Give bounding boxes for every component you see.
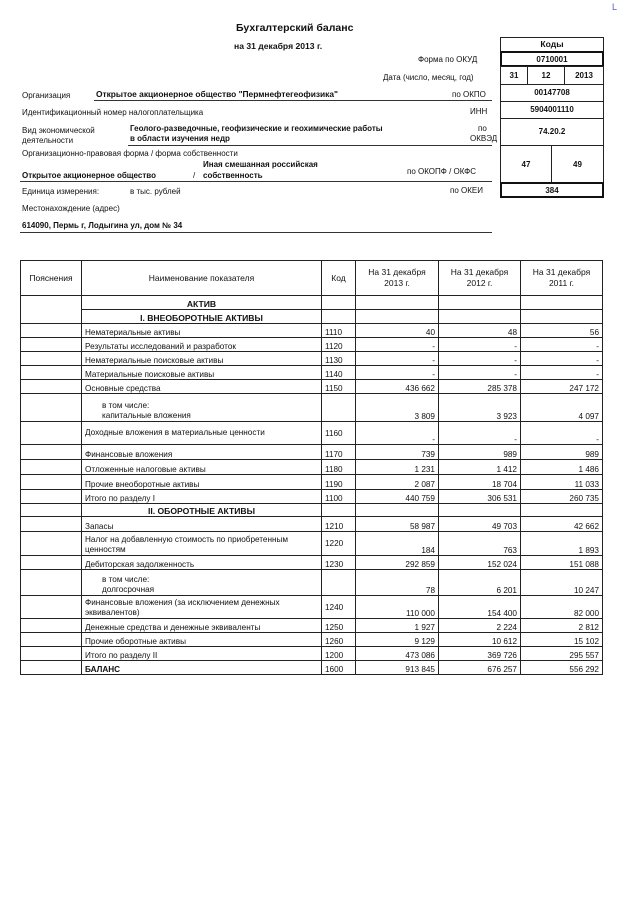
- asset-heading: АКТИВ: [82, 296, 322, 310]
- date-label: Дата (число, месяц, год): [383, 73, 474, 82]
- notes-cell: [21, 296, 82, 324]
- table-row: Итого по разделу I 1100 440 759 306 531 260 735: [21, 490, 603, 504]
- okud-code: 0710001: [500, 51, 604, 67]
- ownership-value-2: собственность: [203, 171, 263, 180]
- table-row: в том числе: капитальные вложения 3 809 3 923 4 097: [21, 394, 603, 422]
- codes-heading: Коды: [500, 37, 604, 52]
- org-label: Организация: [22, 91, 71, 100]
- legal-form-value: Открытое акционерное общество: [22, 171, 156, 180]
- section-2-heading: II. ОБОРОТНЫЕ АКТИВЫ: [82, 504, 322, 517]
- table-row: Денежные средства и денежные эквиваленты 1250 1 927 2 224 2 812: [21, 619, 603, 633]
- table-row-total: БАЛАНС 1600 913 845 676 257 556 292: [21, 661, 603, 675]
- table-row: Дебиторская задолженность 1230 292 859 152 024 151 088: [21, 556, 603, 570]
- table-row: Налог на добавленную стоимость по приобретенным ценностям 1220 184 763 1 893: [21, 532, 603, 556]
- address-underline: [20, 232, 492, 233]
- okved-label: по: [478, 124, 487, 133]
- unit-value: в тыс. рублей: [130, 187, 181, 196]
- table-row: в том числе: долгосрочная 78 6 201 10 247: [21, 570, 603, 596]
- date-day: 31: [500, 66, 528, 85]
- table-row: Отложенные налоговые активы 1180 1 231 1 412 1 486: [21, 460, 603, 475]
- unit-label: Единица измерения:: [22, 187, 100, 196]
- balance-table: [20, 260, 603, 675]
- header-2011: На 31 декабря 2011 г.: [521, 261, 603, 296]
- legal-form-label: Организационно-правовая форма / форма собственности: [22, 149, 238, 158]
- corner-mark: L: [612, 2, 618, 12]
- activity-value-2: в области изучения недр: [130, 134, 230, 143]
- okfs-code: 49: [551, 145, 604, 183]
- okopf-code: 47: [500, 145, 552, 183]
- table-row: Финансовые вложения (за исключением денежных эквивалентов) 1240 110 000 154 400 82 000: [21, 596, 603, 619]
- date-month: 12: [527, 66, 565, 85]
- date-year: 2013: [564, 66, 604, 85]
- table-row: Доходные вложения в материальные ценности 1160 - - -: [21, 422, 603, 445]
- document-title: Бухгалтерский баланс: [236, 22, 354, 34]
- okpo-code: 00147708: [500, 84, 604, 102]
- okpo-label: по ОКПО: [452, 90, 486, 99]
- org-underline: [94, 100, 492, 101]
- header-2012: На 31 декабря 2012 г.: [439, 261, 521, 296]
- table-row: Нематериальные поисковые активы 1130 - - -: [21, 352, 603, 366]
- okei-code: 384: [500, 182, 604, 198]
- section-1-heading: I. ВНЕОБОРОТНЫЕ АКТИВЫ: [82, 310, 322, 324]
- activity-label-2: деятельности: [22, 136, 74, 145]
- location-label: Местонахождение (адрес): [22, 204, 120, 213]
- activity-label: Вид экономической: [22, 126, 95, 135]
- okei-label: по ОКЕИ: [450, 186, 483, 195]
- table-row: Запасы 1210 58 987 49 703 42 662: [21, 517, 603, 532]
- activity-underline: [128, 145, 492, 146]
- okved-code: 74.20.2: [500, 118, 604, 146]
- table-row: Прочие оборотные активы 1260 9 129 10 612 15 102: [21, 633, 603, 647]
- activity-value: Геолого-разведочные, геофизические и геохимические работы: [130, 124, 383, 133]
- okopf-label: по ОКОПФ / ОКФС: [407, 167, 476, 176]
- address-value: 614090, Пермь г, Лодыгина ул, дом № 34: [22, 221, 183, 230]
- table-row: Итого по разделу II 1200 473 086 369 726 295 557: [21, 647, 603, 661]
- table-row: Финансовые вложения 1170 739 989 989: [21, 445, 603, 460]
- table-row: Прочие внеоборотные активы 1190 2 087 18 704 11 033: [21, 475, 603, 490]
- ownership-value: Иная смешанная российская: [203, 160, 318, 169]
- okved-label-2: ОКВЭД: [470, 134, 498, 143]
- org-name: Открытое акционерное общество "Пермнефтегеофизика": [96, 89, 338, 99]
- inn-field-label: Идентификационный номер налогоплательщика: [22, 108, 204, 117]
- report-date: на 31 декабря 2013 г.: [234, 41, 323, 51]
- header-notes: Пояснения: [21, 261, 82, 296]
- inn-label: ИНН: [470, 107, 488, 116]
- legal-form-underline: [20, 181, 492, 182]
- okud-label: Форма по ОКУД: [418, 55, 478, 64]
- table-row: Материальные поисковые активы 1140 - - -: [21, 366, 603, 380]
- header-2013: На 31 декабря 2013 г.: [356, 261, 439, 296]
- table-row: Основные средства 1150 436 662 285 378 247 172: [21, 380, 603, 394]
- header-code: Код: [322, 261, 356, 296]
- header-name: Наименование показателя: [82, 261, 322, 296]
- inn-code: 5904001110: [500, 101, 604, 119]
- table-row: Нематериальные активы 1110 40 48 56: [21, 324, 603, 338]
- table-row: Результаты исследований и разработок 1120 - - -: [21, 338, 603, 352]
- legal-form-slash: /: [193, 171, 196, 180]
